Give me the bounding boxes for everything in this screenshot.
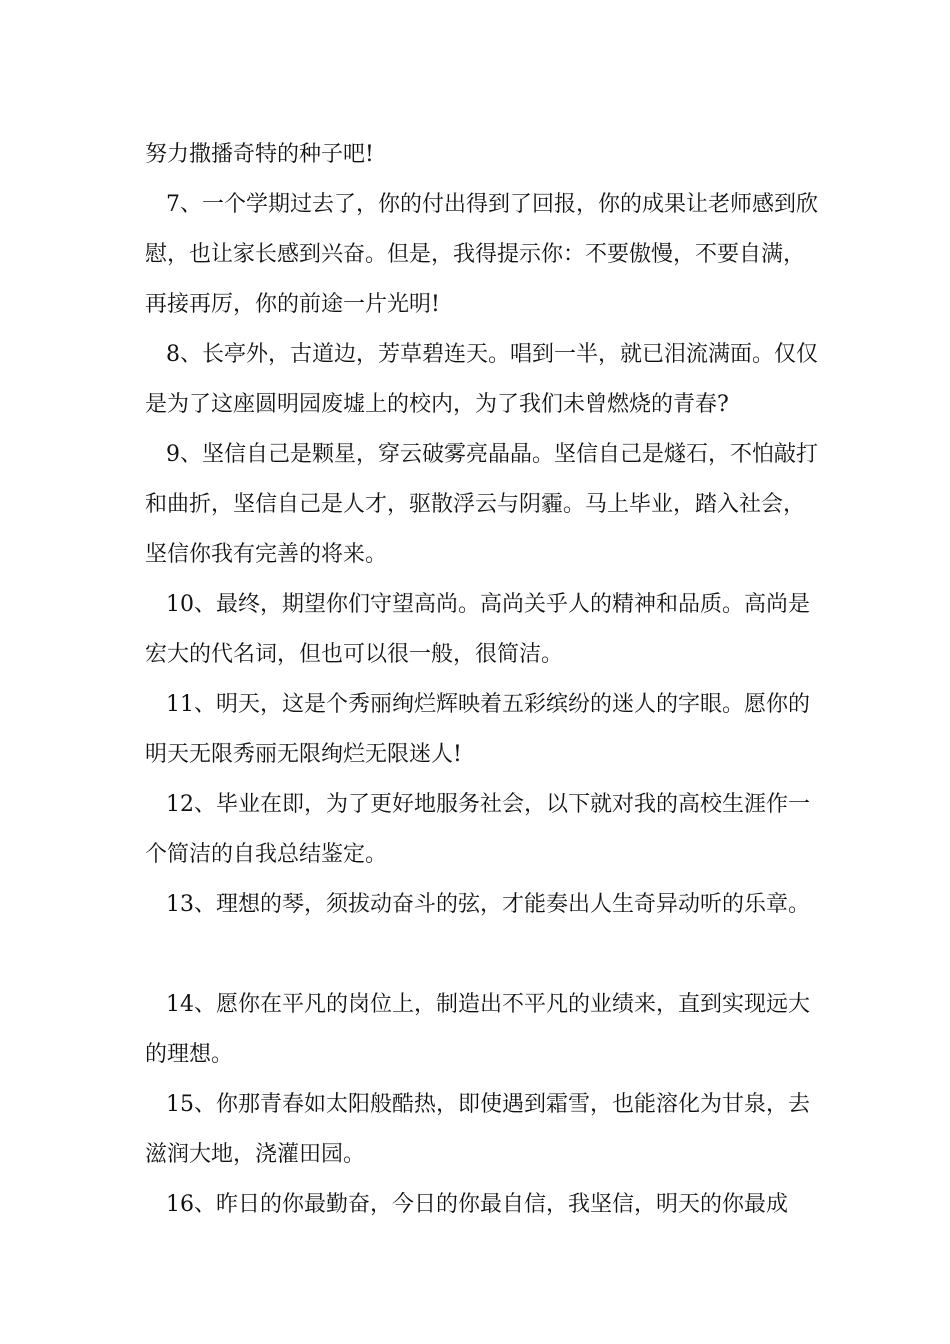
- paragraph-item-16: 16、昨日的你最勤奋，今日的你最自信，我坚信，明天的你最成: [166, 1192, 788, 1217]
- paragraph-item-15: 15、你那青春如太阳般酷热，即使遇到霜雪，也能溶化为甘泉，去滋润大地，浇灌田园。: [145, 1092, 810, 1167]
- paragraph-item-12: 12、毕业在即，为了更好地服务社会，以下就对我的高校生涯作一个简洁的自我总结鉴定。: [145, 792, 810, 867]
- paragraph-item-13: 13、理想的琴，须拔动奋斗的弦，才能奏出人生奇异动听的乐章。: [166, 892, 810, 917]
- paragraph-item-14: 14、愿你在平凡的岗位上，制造出不平凡的业绩来，直到实现远大的理想。: [145, 992, 810, 1067]
- paragraph-item-9: 9、坚信自己是颗星，穿云破雾亮晶晶。坚信自己是燧石，不怕敲打和曲折，坚信自己是人才，驱散浮云与阴霾。马上毕业，踏入社会，坚信你我有完善的将来。: [145, 442, 818, 567]
- paragraph-item-10: 10、最终，期望你们守望高尚。高尚关乎人的精神和品质。高尚是宏大的代名词，但也可以很一般，很简洁。: [145, 592, 810, 667]
- paragraph-item-11: 11、明天，这是个秀丽绚烂辉映着五彩缤纷的迷人的字眼。愿你的明天无限秀丽无限绚烂无限迷人!: [145, 692, 810, 767]
- paragraph-continuation: 努力撒播奇特的种子吧!: [145, 142, 374, 167]
- paragraph-item-8: 8、长亭外，古道边，芳草碧连天。唱到一半，就已泪流满面。仅仅是为了这座圆明园废墟上的校内，为了我们未曾燃烧的青春?: [145, 342, 818, 417]
- document-page: [145, 130, 825, 1230]
- paragraph-item-7: 7、一个学期过去了，你的付出得到了回报，你的成果让老师感到欣慰，也让家长感到兴奋。但是，我得提示你：不要傲慢，不要自满，再接再厉，你的前途一片光明!: [145, 192, 818, 317]
